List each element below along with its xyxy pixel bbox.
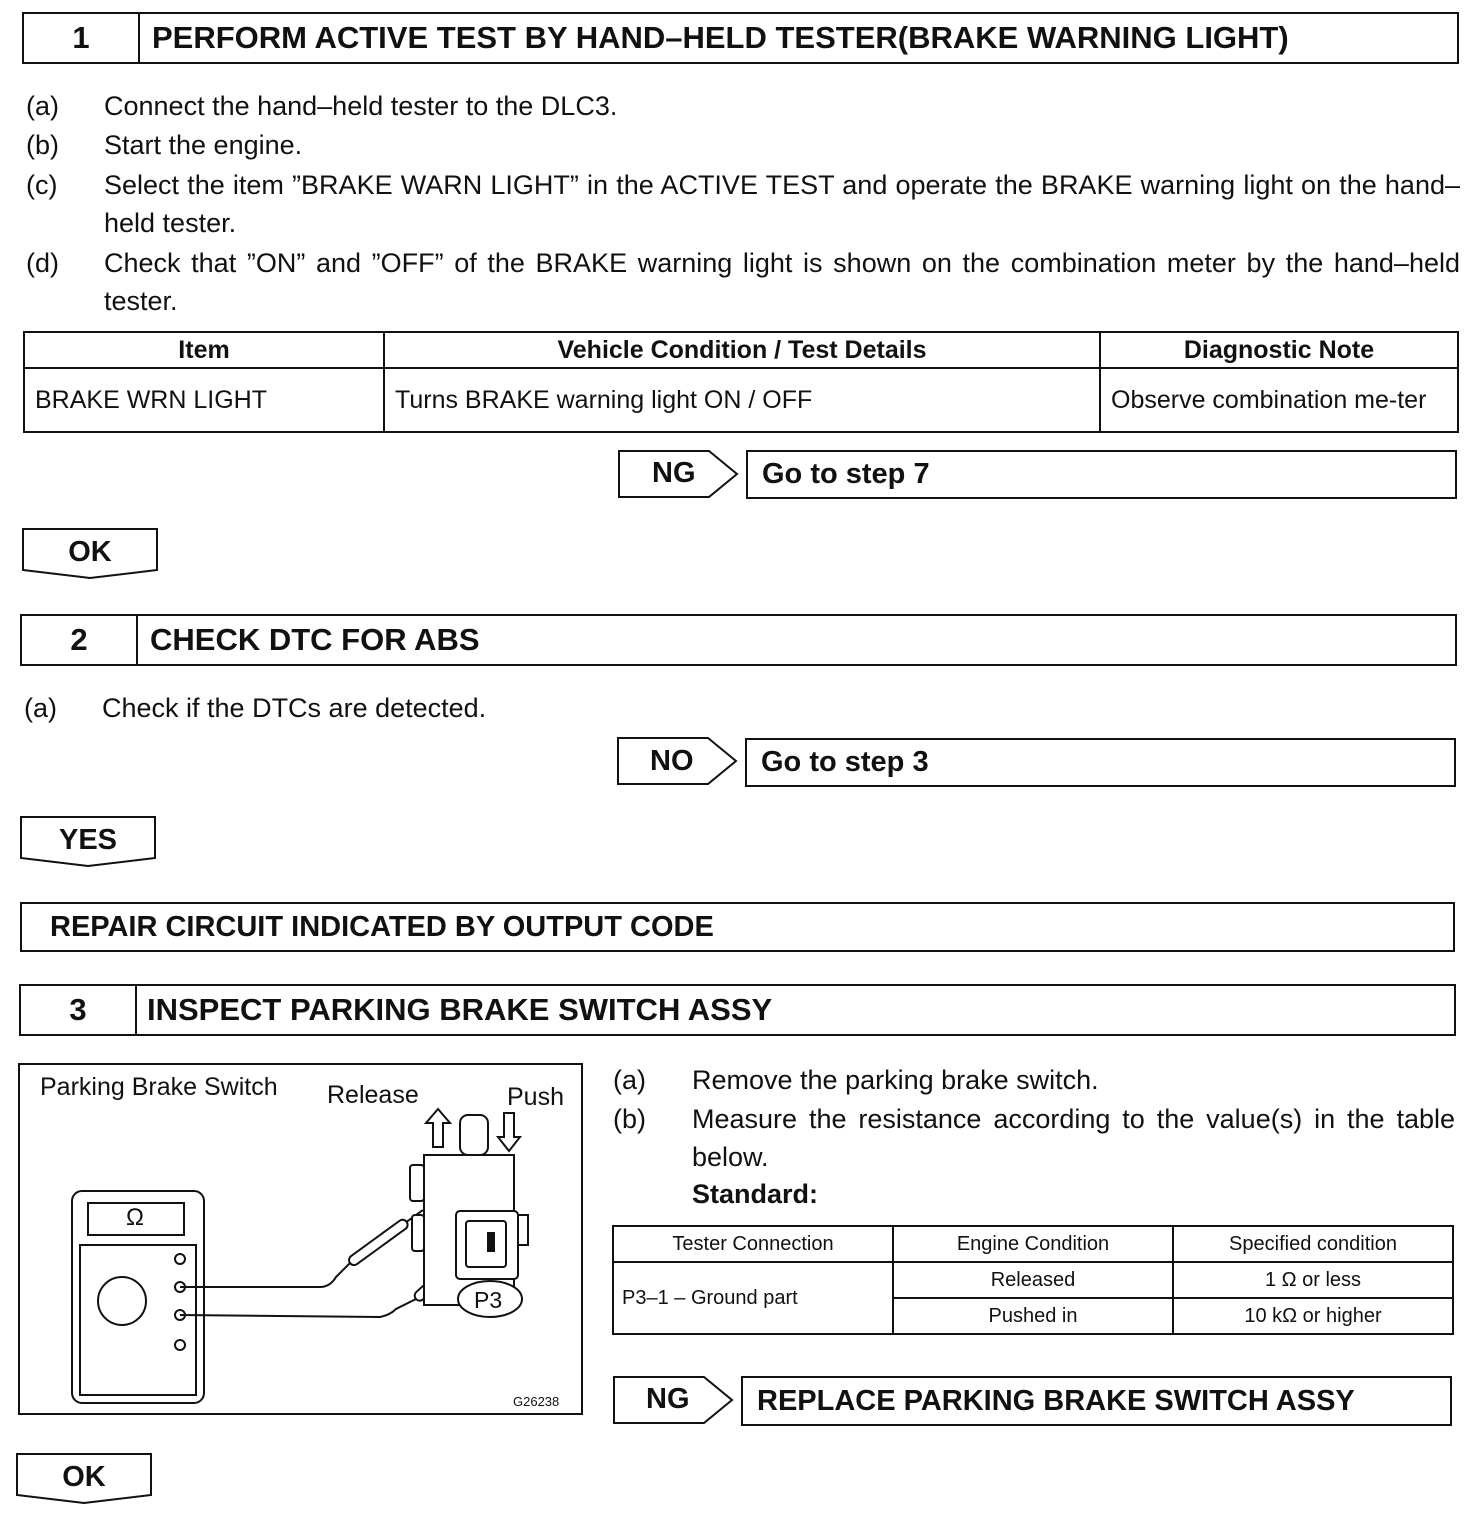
instruction-text: Check if the DTCs are detected. bbox=[102, 693, 487, 723]
step-1-header bbox=[22, 12, 1459, 64]
instruction-a bbox=[24, 689, 1124, 727]
standard-label: Standard: bbox=[692, 1179, 819, 1209]
instruction-a bbox=[613, 1061, 1455, 1099]
no-target-box: Go to step 3 bbox=[745, 738, 1456, 787]
resistance-spec-table bbox=[612, 1225, 1454, 1335]
instruction-label: (d) bbox=[26, 248, 59, 278]
table-header: Vehicle Condition / Test Details bbox=[384, 332, 1100, 368]
ng-target-box: REPLACE PARKING BRAKE SWITCH ASSY bbox=[741, 1376, 1452, 1426]
table-header-row bbox=[613, 1226, 1453, 1262]
ok-label: OK bbox=[68, 536, 112, 568]
instruction-label: (b) bbox=[613, 1104, 646, 1134]
table-row bbox=[24, 368, 1458, 432]
instruction-label: (a) bbox=[26, 91, 59, 121]
step-number: 2 bbox=[22, 616, 138, 664]
figure-title: Parking Brake Switch bbox=[40, 1073, 278, 1101]
step-title: INSPECT PARKING BRAKE SWITCH ASSY bbox=[147, 992, 773, 1027]
instruction-d bbox=[26, 244, 1460, 320]
instruction-text: Measure the resistance according to the value(s) in the table below. bbox=[692, 1104, 1455, 1172]
parking-brake-switch-figure bbox=[18, 1063, 583, 1415]
instruction-text: Start the engine. bbox=[104, 130, 303, 160]
push-arrow-icon bbox=[498, 1113, 520, 1151]
ok-arrow-box bbox=[16, 1453, 152, 1503]
table-cell: P3–1 – Ground part bbox=[613, 1262, 893, 1334]
figure-code: G26238 bbox=[513, 1394, 560, 1409]
push-label: Push bbox=[507, 1083, 564, 1111]
table-header-row bbox=[24, 332, 1458, 368]
ng-target-box: Go to step 7 bbox=[746, 450, 1457, 499]
instruction-label: (a) bbox=[613, 1065, 646, 1095]
table-header: Specified condition bbox=[1173, 1226, 1453, 1262]
table-cell: Turns BRAKE warning light ON / OFF bbox=[384, 368, 1100, 432]
table-cell: Released bbox=[893, 1262, 1173, 1298]
no-label: NO bbox=[650, 745, 694, 777]
ok-arrow-box bbox=[22, 528, 158, 578]
instruction-label: (b) bbox=[26, 130, 59, 160]
step-title: PERFORM ACTIVE TEST BY HAND–HELD TESTER(BRAKE WARNING LIGHT) bbox=[152, 20, 1289, 55]
instruction-label: (a) bbox=[24, 693, 57, 723]
yes-label: YES bbox=[58, 824, 118, 856]
table-cell: Pushed in bbox=[893, 1298, 1173, 1334]
ng-label: NG bbox=[652, 457, 696, 489]
table-cell: Observe combination me-ter bbox=[1100, 368, 1458, 432]
table-header: Diagnostic Note bbox=[1100, 332, 1458, 368]
active-test-table bbox=[23, 331, 1459, 433]
table-header: Item bbox=[24, 332, 384, 368]
instruction-b bbox=[613, 1100, 1455, 1176]
meter-symbol: Ω bbox=[126, 1204, 144, 1231]
instruction-a bbox=[26, 87, 1460, 125]
release-label: Release bbox=[327, 1081, 419, 1109]
instruction-label: (c) bbox=[26, 170, 58, 200]
repair-result-box: REPAIR CIRCUIT INDICATED BY OUTPUT CODE bbox=[20, 902, 1455, 952]
ok-label: OK bbox=[62, 1461, 106, 1493]
instruction-text: Remove the parking brake switch. bbox=[692, 1065, 1099, 1095]
instruction-c bbox=[26, 166, 1460, 242]
step-number: 3 bbox=[21, 986, 137, 1034]
ng-label: NG bbox=[646, 1383, 690, 1415]
yes-arrow-box bbox=[20, 816, 156, 866]
instruction-b bbox=[26, 126, 1460, 164]
release-arrow-icon bbox=[426, 1109, 450, 1147]
step-3-header bbox=[19, 984, 1456, 1036]
step-2-header bbox=[20, 614, 1457, 666]
step-title: CHECK DTC FOR ABS bbox=[150, 622, 480, 657]
step-number: 1 bbox=[24, 14, 140, 62]
table-cell: 1 Ω or less bbox=[1173, 1262, 1453, 1298]
table-header: Engine Condition bbox=[893, 1226, 1173, 1262]
connector-label: P3 bbox=[474, 1287, 503, 1313]
table-cell: BRAKE WRN LIGHT bbox=[24, 368, 384, 432]
parking-brake-switch-drawing bbox=[20, 1065, 581, 1413]
table-cell: 10 kΩ or higher bbox=[1173, 1298, 1453, 1334]
instruction-text: Select the item ”BRAKE WARN LIGHT” in the ACTIVE TEST and operate the BRAKE warning light on the hand–held tester. bbox=[104, 170, 1460, 238]
table-row bbox=[613, 1262, 1453, 1298]
table-header: Tester Connection bbox=[613, 1226, 893, 1262]
instruction-text: Connect the hand–held tester to the DLC3. bbox=[104, 91, 618, 121]
instruction-text: Check that ”ON” and ”OFF” of the BRAKE warning light is shown on the combination meter by the hand–held tester. bbox=[104, 248, 1460, 316]
